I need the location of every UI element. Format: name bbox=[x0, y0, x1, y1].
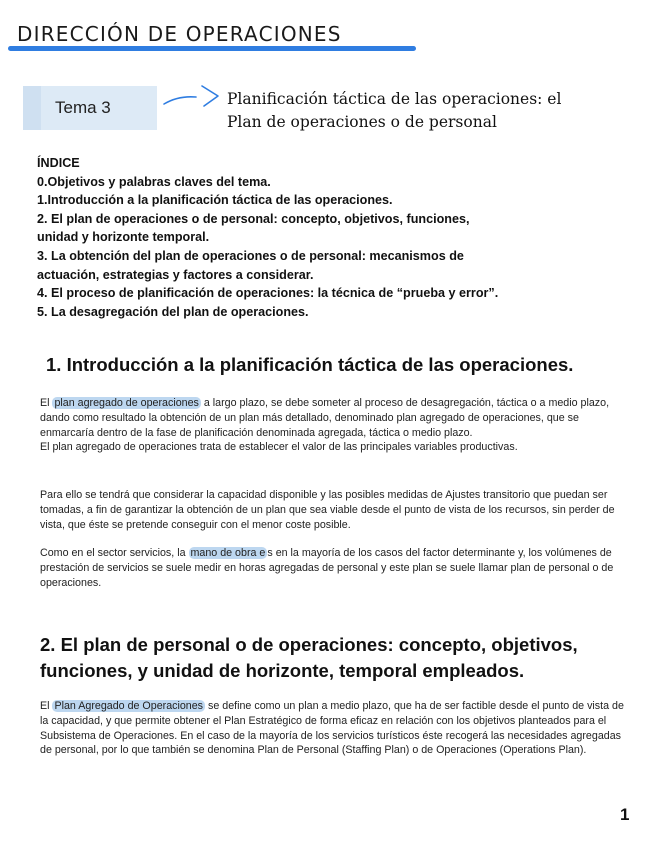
highlighted-text: mano de obra e bbox=[190, 547, 266, 559]
index-heading: ÍNDICE bbox=[37, 156, 80, 170]
index-item: unidad y horizonte temporal. bbox=[37, 230, 210, 245]
section-1-paragraph bbox=[40, 396, 632, 455]
topic-title-line: Plan de operaciones o de personal bbox=[227, 113, 497, 131]
section-1-heading: 1. Introducción a la planificación táctica de las operaciones. bbox=[46, 354, 574, 375]
index-item: 1.Introducción a la planificación táctica de las operaciones. bbox=[37, 193, 393, 208]
title-underline bbox=[8, 46, 416, 51]
section-1-paragraph: Para ello se tendrá que considerar la capacidad disponible y las posibles medidas de Ajustes transitorio que puedan ser tomadas, a fin de garantizar la obtención de un plan que sea viable desde el punto de vista de los recursos, sin perder de vista, que éste se pretende conseguir con el menor coste posible. bbox=[40, 489, 615, 531]
index-item: 3. La obtención del plan de operaciones o de personal: mecanismos de bbox=[37, 248, 464, 263]
section-2-heading: 2. El plan de personal o de operaciones: concepto, objetivos, funciones, y unidad de horizonte, temporal empleados. bbox=[40, 634, 578, 681]
index-item: actuación, estrategias y factores a considerar. bbox=[37, 267, 314, 282]
document-title: DIRECCIÓN DE OPERACIONES bbox=[17, 22, 342, 46]
index-item: 0.Objetivos y palabras claves del tema. bbox=[37, 174, 271, 189]
page-number: 1 bbox=[620, 805, 630, 824]
index-item: 4. El proceso de planificación de operaciones: la técnica de “prueba y error”. bbox=[37, 286, 499, 301]
index-item: 5. La desagregación del plan de operaciones. bbox=[37, 304, 309, 319]
index-item: 2. El plan de operaciones o de personal: concepto, objetivos, funciones, bbox=[37, 211, 470, 226]
text: Como en el sector servicios, la bbox=[40, 547, 189, 559]
topic-title-line: Planificación táctica de las operaciones: el bbox=[227, 90, 562, 108]
text: a largo plazo, se debe someter al proceso de desagregación, táctica o a medio plazo, dando como resultado la obtención de un plan más detallado, denominado plan agregado de operaciones, que se enmarcaría dentro de la fase de planificación denominada agregada, táctica o medio plazo. bbox=[40, 397, 610, 439]
topic-title bbox=[227, 88, 627, 134]
section-2-paragraph bbox=[40, 699, 632, 758]
highlighted-text: plan agregado de operaciones bbox=[54, 397, 199, 409]
text: El plan agregado de operaciones trata de establecer el valor de las principales variables productivas. bbox=[40, 441, 518, 454]
topic-label: Tema 3 bbox=[55, 98, 111, 117]
highlighted-text: Plan Agregado de Operaciones bbox=[54, 700, 204, 712]
text: El bbox=[40, 397, 53, 409]
table-of-contents bbox=[37, 154, 597, 321]
text: s en la mayoría de los casos del factor determinante y, los volúmenes de prestación de servicios se suele medir en horas agregadas de personal y este plan se suele llamar plan de personal o de operaciones. bbox=[40, 547, 614, 589]
text: El bbox=[40, 700, 53, 712]
arrow-right-icon bbox=[160, 82, 224, 112]
text: se define como un plan a medio plazo, que ha de ser factible desde el punto de vista de la capacidad, y que permite obtener el Plan Estratégico de forma eficaz en relación con los objetivos planteados para el Subsistema de Operaciones. En el caso de la mayoría de los servicios turísticos éste recogerá las necesidades agregadas de personal, por lo que también se denomina Plan de Personal (Staffing Plan) o de Operaciones (Operations Plan). bbox=[40, 700, 624, 757]
section-1-paragraph bbox=[40, 546, 632, 590]
